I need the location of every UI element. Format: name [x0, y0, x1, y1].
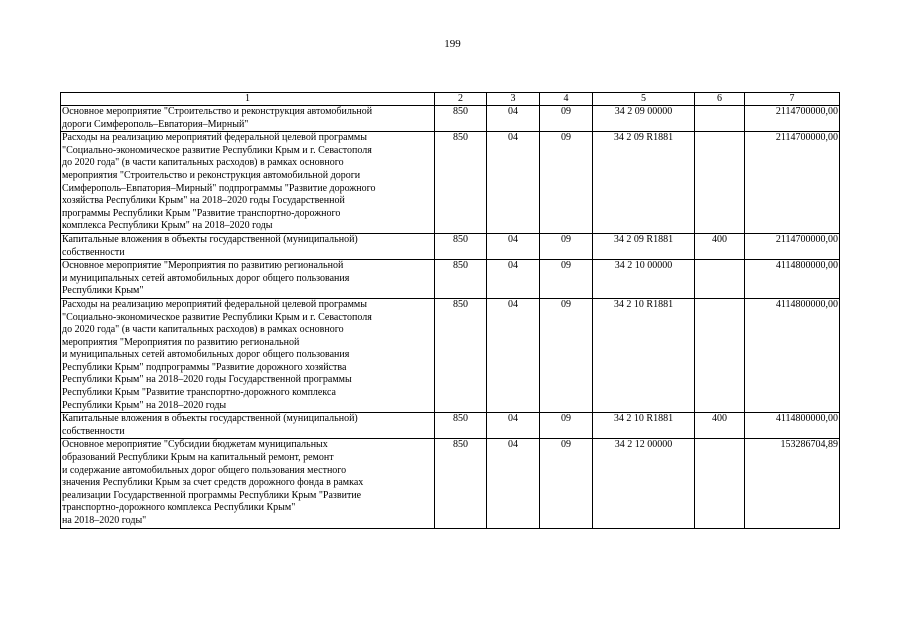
row-target-article: 34 2 10 R1881	[593, 298, 695, 412]
row-subsection-code: 09	[540, 260, 593, 299]
row-target-article: 34 2 12 00000	[593, 439, 695, 528]
column-header: 6	[695, 93, 745, 106]
row-description: Капитальные вложения в объекты государственной (муниципальной) собственности	[61, 233, 435, 259]
row-description: Основное мероприятие "Мероприятия по развитию региональной и муниципальных сетей автомобильных дорог общего пользования Республики Крым"	[61, 260, 435, 299]
row-amount: 2114700000,00	[745, 106, 840, 132]
row-subsection-code: 09	[540, 298, 593, 412]
row-section-code: 04	[487, 106, 540, 132]
row-description: Расходы на реализацию мероприятий федеральной целевой программы "Социально-экономическое развитие Республики Крым и г. Севастополя до 2020 года" (в части капитальных расходов) в рамках основного мероприятия "Мероприятия по развитию региональной и муниципальных сетей автомобильных дорог общего пользования Республики Крым" подпрограммы "Развитие дорожного хозяйства Республики Крым" на 2018–2020 годы Государственной программы Республики Крым "Развитие транспортно-дорожного комплекса Республики Крым" на 2018–2020 годы	[61, 298, 435, 412]
table-row	[61, 298, 840, 412]
column-header: 5	[593, 93, 695, 106]
row-section-code: 04	[487, 298, 540, 412]
budget-table	[60, 92, 840, 529]
table-row	[61, 413, 840, 439]
row-ministry-code: 850	[435, 439, 487, 528]
row-expense-type	[695, 260, 745, 299]
column-header: 2	[435, 93, 487, 106]
row-amount: 4114800000,00	[745, 298, 840, 412]
row-description: Основное мероприятие "Строительство и реконструкция автомобильной дороги Симферополь–Евпатория–Мирный"	[61, 106, 435, 132]
row-ministry-code: 850	[435, 132, 487, 234]
row-target-article: 34 2 09 00000	[593, 106, 695, 132]
row-ministry-code: 850	[435, 106, 487, 132]
table-row	[61, 132, 840, 234]
row-section-code: 04	[487, 132, 540, 234]
row-ministry-code: 850	[435, 298, 487, 412]
row-target-article: 34 2 09 R1881	[593, 132, 695, 234]
row-section-code: 04	[487, 233, 540, 259]
row-subsection-code: 09	[540, 413, 593, 439]
row-description: Капитальные вложения в объекты государственной (муниципальной) собственности	[61, 413, 435, 439]
row-subsection-code: 09	[540, 439, 593, 528]
column-header: 1	[61, 93, 435, 106]
table-row	[61, 260, 840, 299]
row-ministry-code: 850	[435, 413, 487, 439]
row-expense-type	[695, 439, 745, 528]
row-section-code: 04	[487, 260, 540, 299]
row-target-article: 34 2 10 R1881	[593, 413, 695, 439]
row-amount: 4114800000,00	[745, 260, 840, 299]
row-amount: 153286704,89	[745, 439, 840, 528]
row-description: Основное мероприятие "Субсидии бюджетам муниципальных образований Республики Крым на капитальный ремонт, ремонт и содержание автомобильных дорог общего пользования местного значения Республики Крым за счет средств дорожного фонда в рамках реализации Государственной программы Республики Крым "Развитие транспортно-дорожного комплекса Республики Крым" на 2018–2020 годы"	[61, 439, 435, 528]
row-subsection-code: 09	[540, 132, 593, 234]
row-ministry-code: 850	[435, 233, 487, 259]
column-header: 4	[540, 93, 593, 106]
row-target-article: 34 2 10 00000	[593, 260, 695, 299]
row-amount: 4114800000,00	[745, 413, 840, 439]
column-header: 3	[487, 93, 540, 106]
table-row	[61, 233, 840, 259]
row-expense-type	[695, 106, 745, 132]
row-expense-type: 400	[695, 413, 745, 439]
row-expense-type: 400	[695, 233, 745, 259]
row-section-code: 04	[487, 413, 540, 439]
row-expense-type	[695, 132, 745, 234]
row-section-code: 04	[487, 439, 540, 528]
row-amount: 2114700000,00	[745, 132, 840, 234]
row-subsection-code: 09	[540, 106, 593, 132]
row-ministry-code: 850	[435, 260, 487, 299]
table-row	[61, 439, 840, 528]
table-row	[61, 106, 840, 132]
row-expense-type	[695, 298, 745, 412]
row-description: Расходы на реализацию мероприятий федеральной целевой программы "Социально-экономическое развитие Республики Крым и г. Севастополя до 2020 года" (в части капитальных расходов) в рамках основного мероприятия "Строительство и реконструкция автомобильной дороги Симферополь–Евпатория–Мирный" подпрограммы "Развитие дорожного хозяйства Республики Крым" на 2018–2020 годы Государственной программы Республики Крым "Развитие транспортно-дорожного комплекса Республики Крым" на 2018–2020 годы	[61, 132, 435, 234]
column-number-row	[61, 93, 840, 106]
row-subsection-code: 09	[540, 233, 593, 259]
column-header: 7	[745, 93, 840, 106]
row-target-article: 34 2 09 R1881	[593, 233, 695, 259]
page-number: 199	[444, 38, 461, 50]
row-amount: 2114700000,00	[745, 233, 840, 259]
